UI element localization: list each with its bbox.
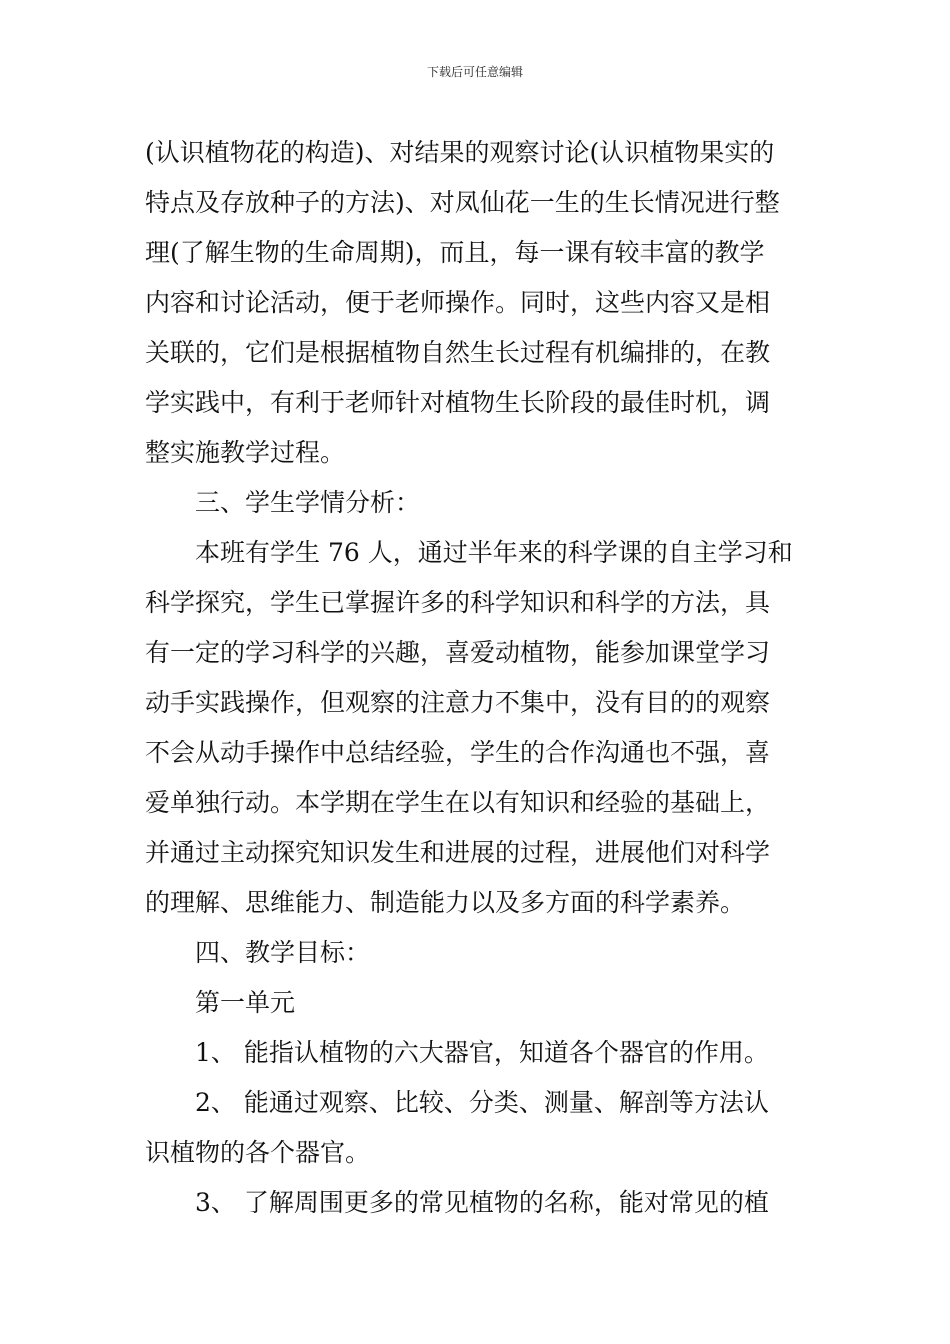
text-line: 动手实践操作，但观察的注意力不集中，没有目的的观察	[145, 688, 771, 717]
section-heading-student-analysis: 三、学生学情分析：	[195, 488, 421, 517]
text-line: 的理解、思维能力、制造能力以及多方面的科学素养。	[145, 888, 746, 917]
page-header-note: 下载后可任意编辑	[426, 65, 523, 79]
list-item: 3、 了解周围更多的常见植物的名称，能对常见的植	[195, 1188, 769, 1217]
unit-heading: 第一单元	[195, 988, 296, 1017]
list-item: 1、 能指认植物的六大器官，知道各个器官的作用。	[195, 1038, 769, 1067]
text-line: 爱单独行动。本学期在学生在以有知识和经验的基础上，	[145, 788, 771, 817]
section-heading-teaching-goals: 四、教学目标：	[195, 938, 371, 967]
text-line: 识植物的各个器官。	[145, 1138, 371, 1167]
text-line: 并通过主动探究知识发生和进展的过程，进展他们对科学	[145, 838, 771, 867]
text-line: 学实践中，有利于老师针对植物生长阶段的最佳时机，调	[145, 388, 771, 417]
text-line: 不会从动手操作中总结经验，学生的合作沟通也不强，喜	[145, 738, 771, 767]
text-line: 关联的，它们是根据植物自然生长过程有机编排的，在教	[145, 338, 771, 367]
text-line: 有一定的学习科学的兴趣，喜爱动植物，能参加课堂学习	[145, 638, 771, 667]
text-line: 本班有学生 76 人，通过半年来的科学课的自主学习和	[195, 538, 793, 567]
text-line: (认识植物花的构造)、对结果的观察讨论(认识植物果实的	[145, 138, 775, 167]
text-line: 内容和讨论活动，便于老师操作。同时，这些内容又是相	[145, 288, 771, 317]
document-body	[145, 128, 810, 1228]
text-line: 理(了解生物的生命周期)，而且，每一课有较丰富的教学	[145, 238, 765, 267]
text-line: 科学探究，学生已掌握许多的科学知识和科学的方法，具	[145, 588, 771, 617]
text-line: 整实施教学过程。	[145, 438, 346, 467]
list-item: 2、 能通过观察、比较、分类、测量、解剖等方法认	[195, 1088, 769, 1117]
text-line: 特点及存放种子的方法)、对凤仙花一生的生长情况进行整	[145, 188, 780, 217]
